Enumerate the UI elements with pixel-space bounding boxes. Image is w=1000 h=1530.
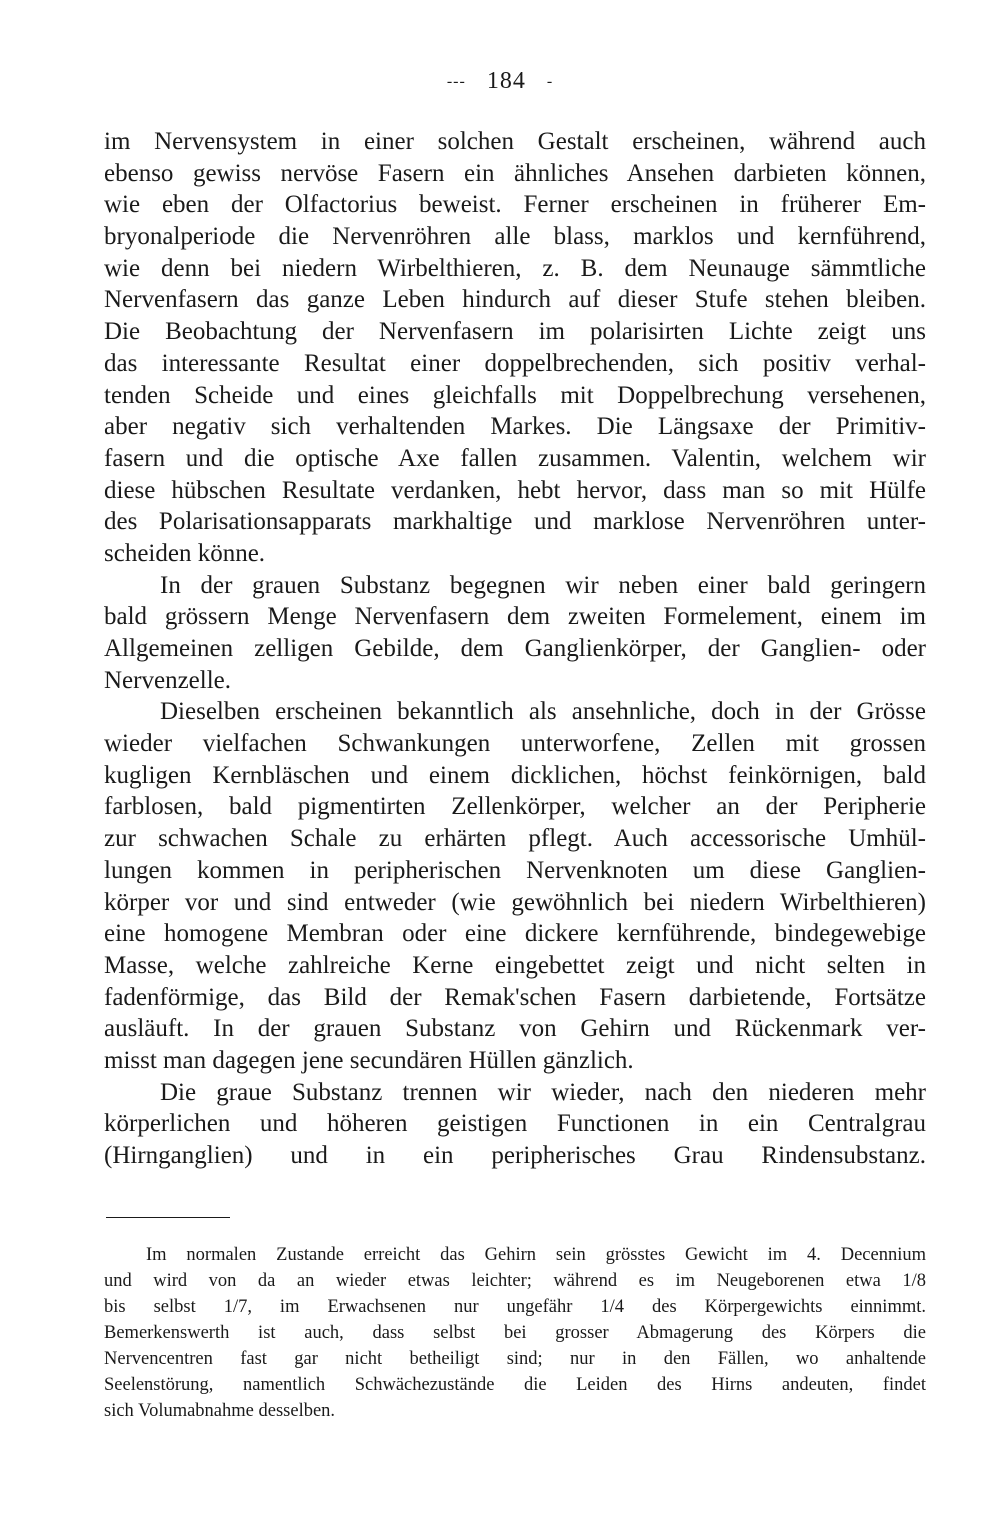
page-number: 184 [486, 68, 526, 94]
text-line: lungen kommen in peripherischen Nervenknoten um diese Ganglien- [104, 856, 926, 884]
text-line: körper vor und sind entweder (wie gewöhnlich bei niedern Wirbelthieren) [104, 888, 926, 916]
text-line: wieder vielfachen Schwankungen unterworfene, Zellen mit grossen [104, 730, 926, 758]
text-line: Nervenfasern das ganze Leben hindurch auf dieser Stufe stehen bleiben. [104, 286, 926, 314]
footnote-line: Nervencentren fast gar nicht betheiligt sind; nur in den Fällen, wo anhaltende [104, 1349, 926, 1369]
text-line: Nervenzelle. [104, 666, 232, 694]
text-line: das interessante Resultat einer doppelbrechenden, sich positiv verhal- [104, 349, 926, 377]
text-line: Dieselben erscheinen bekanntlich als ansehnliche, doch in der Grösse [160, 698, 926, 726]
text-line: Allgemeinen zelligen Gebilde, dem Ganglienkörper, der Ganglien- oder [104, 635, 926, 662]
text-line: In der grauen Substanz begegnen wir neben einer bald geringern [160, 571, 926, 599]
text-line: misst man dagegen jene secundären Hüllen gänzlich. [104, 1046, 634, 1074]
text-line: eine homogene Membran oder eine dickere kernführende, bindegewebige [104, 920, 926, 948]
text-line: bald grössern Menge Nervenfasern dem zweiten Formelement, einem im [104, 603, 926, 631]
footnote-line: Seelenstörung, namentlich Schwächezustände die Leiden des Hirns andeuten, findet [104, 1375, 926, 1395]
text-line: kugligen Kernbläschen und einem dicklichen, höchst feinkörnigen, bald [104, 761, 926, 789]
footnote [104, 1242, 926, 1424]
text-line: wie eben der Olfactorius beweist. Ferner erscheinen in früherer Em- [104, 191, 926, 219]
footnote-line: und wird von da an wieder etwas leichter; während es im Neugeborenen etwa 1/8 [104, 1271, 926, 1291]
text-line: Die graue Substanz trennen wir wieder, nach den niederen mehr [160, 1078, 926, 1106]
text-line: Die Beobachtung der Nervenfasern im polarisirten Lichte zeigt uns [104, 318, 926, 346]
text-line: tenden Scheide und eines gleichfalls mit Doppelbrechung versehenen, [104, 381, 926, 409]
text-line: ausläuft. In der grauen Substanz von Gehirn und Rückenmark ver- [104, 1015, 926, 1043]
text-line: Masse, welche zahlreiche Kerne eingebettet zeigt und nicht selten in [104, 951, 926, 979]
text-line: des Polarisationsapparats markhaltige und marklose Nervenröhren unter- [104, 508, 926, 536]
text-line: bryonalperiode die Nervenröhren alle blass, marklos und kernführend, [104, 223, 926, 251]
footnote-separator [106, 1217, 230, 1218]
text-line: (Hirnganglien) und in ein peripherisches Grau Rindensubstanz. [104, 1142, 926, 1169]
header-dash-left: --- [446, 73, 466, 91]
main-text [104, 126, 926, 1172]
text-line: wie denn bei niedern Wirbelthieren, z. B. dem Neunauge sämmtliche [104, 254, 926, 282]
text-line: im Nervensystem in einer solchen Gestalt erscheinen, während auch [104, 128, 926, 155]
text-line: farblosen, bald pigmentirten Zellenkörper, welcher an der Peripherie [104, 793, 926, 821]
footnote-line: sich Volumabnahme desselben. [104, 1401, 336, 1421]
text-line: scheiden könne. [104, 539, 266, 567]
text-line: diese hübschen Resultate verdanken, hebt hervor, dass man so mit Hülfe [104, 476, 926, 504]
text-line: körperlichen und höheren geistigen Functionen in ein Centralgrau [104, 1110, 926, 1138]
page-header [0, 68, 1000, 95]
text-line: zur schwachen Schale zu erhärten pflegt. Auch accessorische Umhül- [104, 825, 926, 853]
footnote-line: bis selbst 1/7, im Erwachsenen nur ungefähr 1/4 des Körpergewichts einnimmt. [104, 1297, 926, 1317]
text-line: fadenförmige, das Bild der Remak'schen Fasern darbietende, Fortsätze [104, 983, 926, 1011]
footnote-line: Im normalen Zustande erreicht das Gehirn sein grösstes Gewicht im 4. Decennium [146, 1245, 926, 1265]
text-line: ebenso gewiss nervöse Fasern ein ähnliches Ansehen darbieten können, [104, 159, 926, 187]
footnote-line: Bemerkenswerth ist auch, dass selbst bei grosser Abmagerung des Körpers die [104, 1323, 926, 1343]
text-line: aber negativ sich verhaltenden Markes. Die Längsaxe der Primitiv- [104, 413, 926, 441]
header-dash-right: - [546, 73, 554, 91]
text-line: fasern und die optische Axe fallen zusammen. Valentin, welchem wir [104, 444, 926, 472]
